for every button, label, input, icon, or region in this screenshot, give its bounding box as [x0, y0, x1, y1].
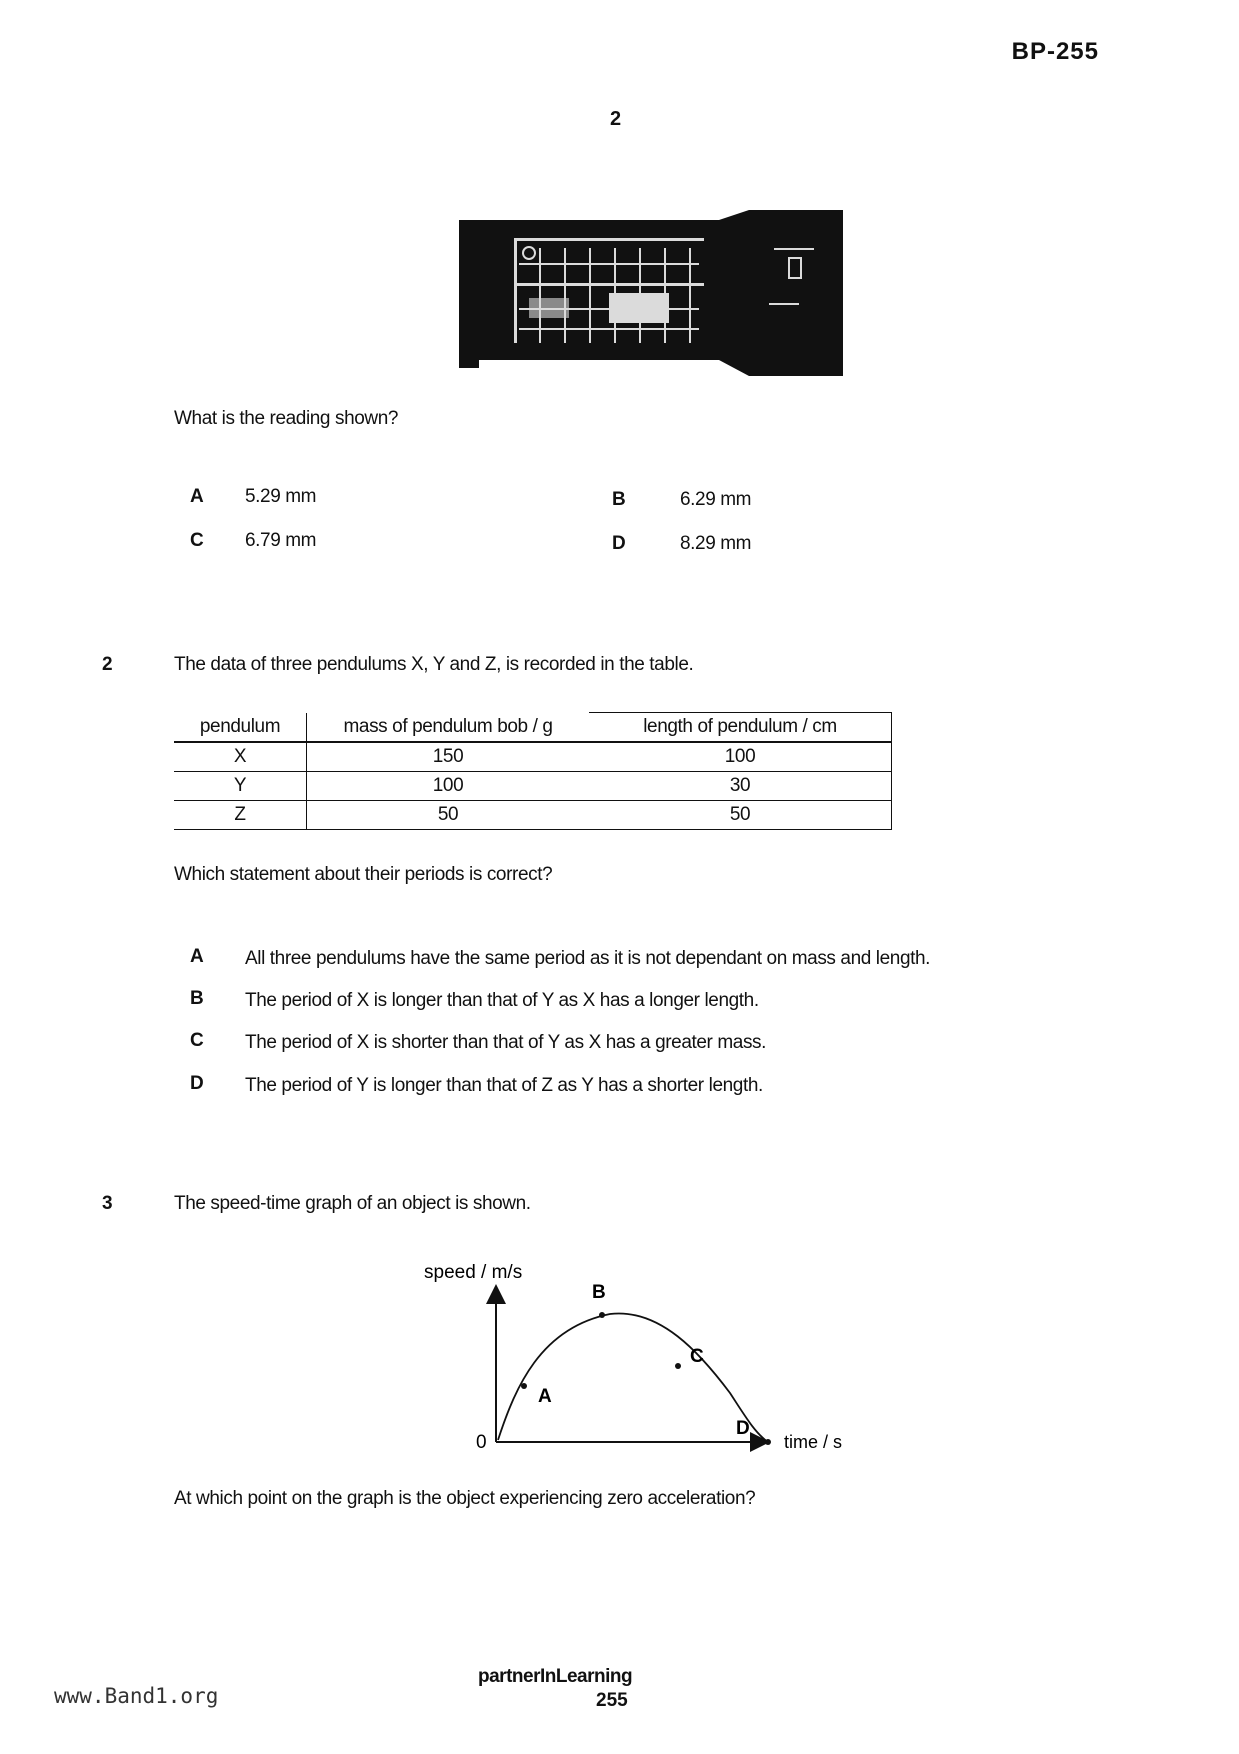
point-b-marker — [599, 1312, 605, 1318]
speed-time-graph — [420, 1258, 880, 1458]
point-a-marker — [521, 1383, 527, 1389]
q1-option-c-letter: C — [190, 530, 204, 551]
cell-mass: 50 — [307, 801, 590, 830]
q2-option-c-text: The period of X is shorter than that of Y as X has a greater mass. — [245, 1032, 767, 1053]
page-number: 2 — [610, 108, 622, 130]
q3-intro: The speed-time graph of an object is shown. — [174, 1193, 531, 1214]
q2-option-d-text: The period of Y is longer than that of Z as Y has a shorter length. — [245, 1075, 763, 1096]
publisher-name: partnerInLearning — [478, 1666, 633, 1687]
pendulum-table — [174, 712, 892, 830]
point-d-label: D — [736, 1418, 750, 1439]
table-row — [174, 742, 892, 772]
cell-pendulum: Y — [174, 772, 307, 801]
header-pendulum: pendulum — [174, 713, 307, 743]
footer-page-number: 255 — [596, 1690, 628, 1711]
cell-pendulum: X — [174, 742, 307, 772]
point-c-marker — [675, 1363, 681, 1369]
point-d-marker — [765, 1439, 771, 1445]
header-length: length of pendulum / cm — [589, 713, 892, 743]
origin-label: 0 — [476, 1432, 487, 1453]
q2-option-d-letter: D — [190, 1073, 204, 1094]
document-code: BP-255 — [1011, 38, 1099, 65]
cell-pendulum: Z — [174, 801, 307, 830]
q2-option-a-letter: A — [190, 946, 204, 967]
website-watermark: www.Band1.org — [54, 1684, 219, 1708]
q2-option-b-letter: B — [190, 988, 204, 1009]
table-row — [174, 801, 892, 830]
q1-question: What is the reading shown? — [174, 408, 399, 429]
point-a-label: A — [538, 1386, 552, 1407]
q1-option-b-text: 6.29 mm — [680, 489, 752, 510]
q1-option-a-letter: A — [190, 486, 204, 507]
q2-number: 2 — [102, 654, 113, 675]
y-axis-label: speed / m/s — [424, 1262, 523, 1283]
cell-length: 50 — [589, 801, 892, 830]
cell-length: 30 — [589, 772, 892, 801]
q2-option-a-text: All three pendulums have the same period as it is not dependant on mass and length. — [245, 948, 931, 969]
header-mass: mass of pendulum bob / g — [307, 713, 590, 743]
q2-intro: The data of three pendulums X, Y and Z, is recorded in the table. — [174, 654, 694, 675]
q2-option-b-text: The period of X is longer than that of Y as X has a longer length. — [245, 990, 759, 1011]
q3-question: At which point on the graph is the object experiencing zero acceleration? — [174, 1488, 756, 1509]
q2-question: Which statement about their periods is correct? — [174, 864, 553, 885]
cell-mass: 150 — [307, 742, 590, 772]
cell-length: 100 — [589, 742, 892, 772]
point-c-label: C — [690, 1346, 704, 1367]
q2-option-c-letter: C — [190, 1030, 204, 1051]
table-header-row — [174, 713, 892, 743]
q3-number: 3 — [102, 1193, 113, 1214]
cell-mass: 100 — [307, 772, 590, 801]
micrometer-image — [459, 208, 843, 378]
q1-option-d-text: 8.29 mm — [680, 533, 752, 554]
q1-option-c-text: 6.79 mm — [245, 530, 317, 551]
speed-curve — [498, 1313, 768, 1442]
q1-option-b-letter: B — [612, 489, 626, 510]
q1-option-d-letter: D — [612, 533, 626, 554]
point-b-label: B — [592, 1282, 606, 1303]
q1-option-a-text: 5.29 mm — [245, 486, 317, 507]
x-axis-label: time / s — [784, 1432, 843, 1452]
table-row — [174, 772, 892, 801]
